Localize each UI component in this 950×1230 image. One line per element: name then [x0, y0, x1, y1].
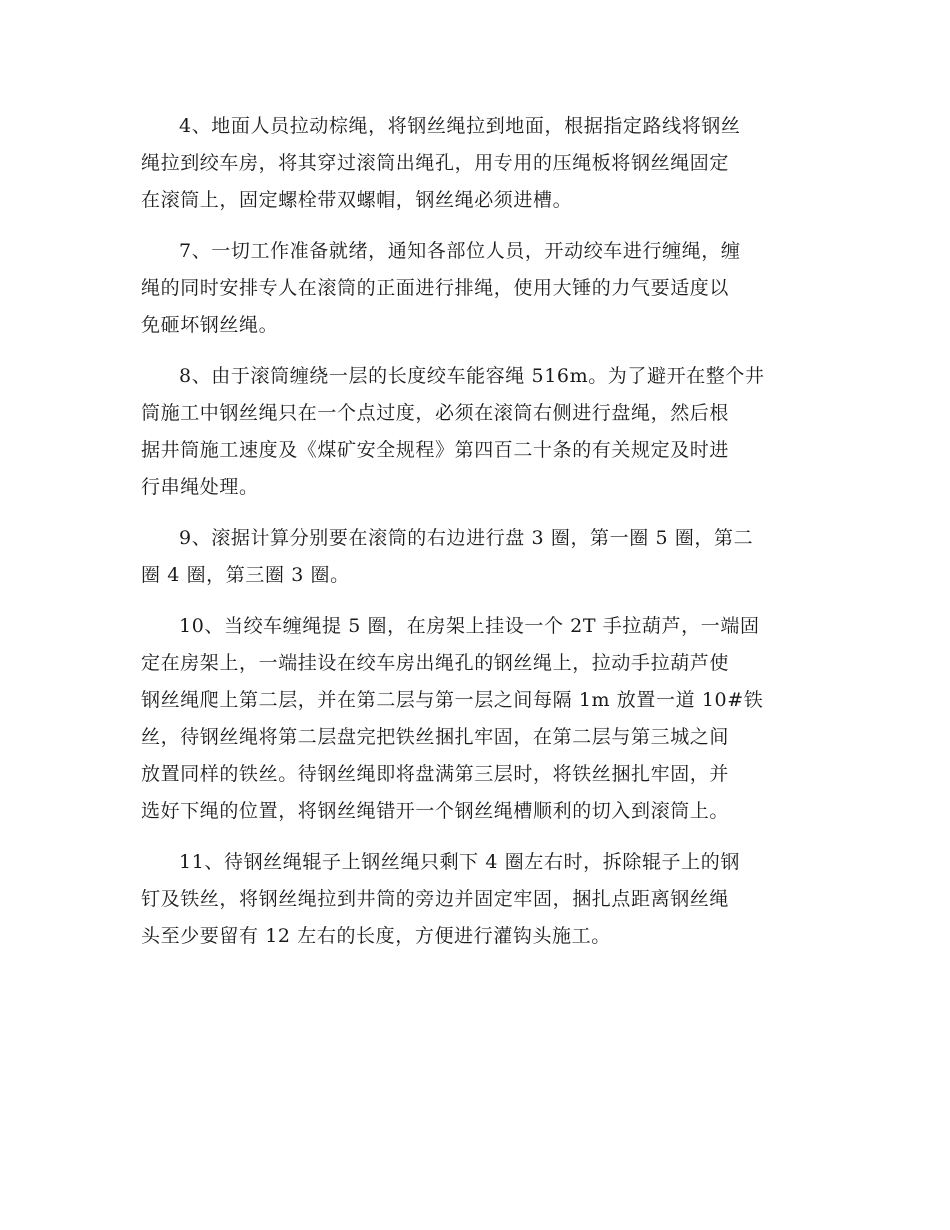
text-line: 8、由于滚筒缠绕一层的长度绞车能容绳 516m。为了避开在整个井	[179, 365, 765, 387]
text-line: 钢丝绳爬上第二层，并在第二层与第一层之间每隔 1m 放置一道 10#铁	[141, 689, 764, 711]
text-line: 钉及铁丝，将钢丝绳拉到井筒的旁边并固定牢固，捆扎点距离钢丝绳	[141, 888, 730, 910]
text-line: 4、地面人员拉动棕绳，将钢丝绳拉到地面，根据指定路线将钢丝	[179, 115, 741, 137]
paragraph-step-7	[141, 233, 805, 344]
paragraph-step-4	[141, 108, 805, 219]
text-line: 免砸坏钢丝绳。	[141, 314, 279, 336]
text-line: 定在房架上，一端挂设在绞车房出绳孔的钢丝绳上，拉动手拉葫芦使	[141, 652, 730, 674]
text-line: 10、当绞车缠绳提 5 圈，在房架上挂设一个 2T 手拉葫芦，一端固	[179, 615, 760, 637]
text-line: 7、一切工作准备就绪，通知各部位人员，开动绞车进行缠绳，缠	[179, 240, 741, 262]
document-body	[141, 108, 805, 969]
text-line: 筒施工中钢丝绳只在一个点过度，必须在滚筒右侧进行盘绳，然后根	[141, 402, 730, 424]
text-line: 9、滚据计算分别要在滚筒的右边进行盘 3 圈，第一圈 5 圈，第二	[179, 527, 754, 549]
text-line: 选好下绳的位置，将钢丝绳错开一个钢丝绳槽顺利的切入到滚筒上。	[141, 800, 730, 822]
text-line: 头至少要留有 12 左右的长度，方便进行灌钩头施工。	[141, 925, 611, 947]
paragraph-step-8	[141, 358, 805, 506]
text-line: 11、待钢丝绳辊子上钢丝绳只剩下 4 圈左右时，拆除辊子上的钢	[179, 851, 740, 873]
paragraph-step-11	[141, 844, 805, 955]
paragraph-step-10	[141, 608, 805, 830]
text-line: 丝，待钢丝绳将第二层盘完把铁丝捆扎牢固，在第二层与第三城之间	[141, 726, 730, 748]
text-line: 绳的同时安排专人在滚筒的正面进行排绳，使用大锤的力气要适度以	[141, 277, 730, 299]
paragraph-step-9	[141, 520, 805, 594]
text-line: 行串绳处理。	[141, 476, 259, 498]
text-line: 圈 4 圈，第三圈 3 圈。	[141, 564, 350, 586]
text-line: 放置同样的铁丝。待钢丝绳即将盘满第三层时，将铁丝捆扎牢固，并	[141, 763, 730, 785]
text-line: 据井筒施工速度及《煤矿安全规程》第四百二十条的有关规定及时进	[141, 439, 730, 461]
text-line: 绳拉到绞车房，将其穿过滚筒出绳孔，用专用的压绳板将钢丝绳固定	[141, 152, 730, 174]
text-line: 在滚筒上，固定螺栓带双螺帽，钢丝绳必须进槽。	[141, 189, 573, 211]
